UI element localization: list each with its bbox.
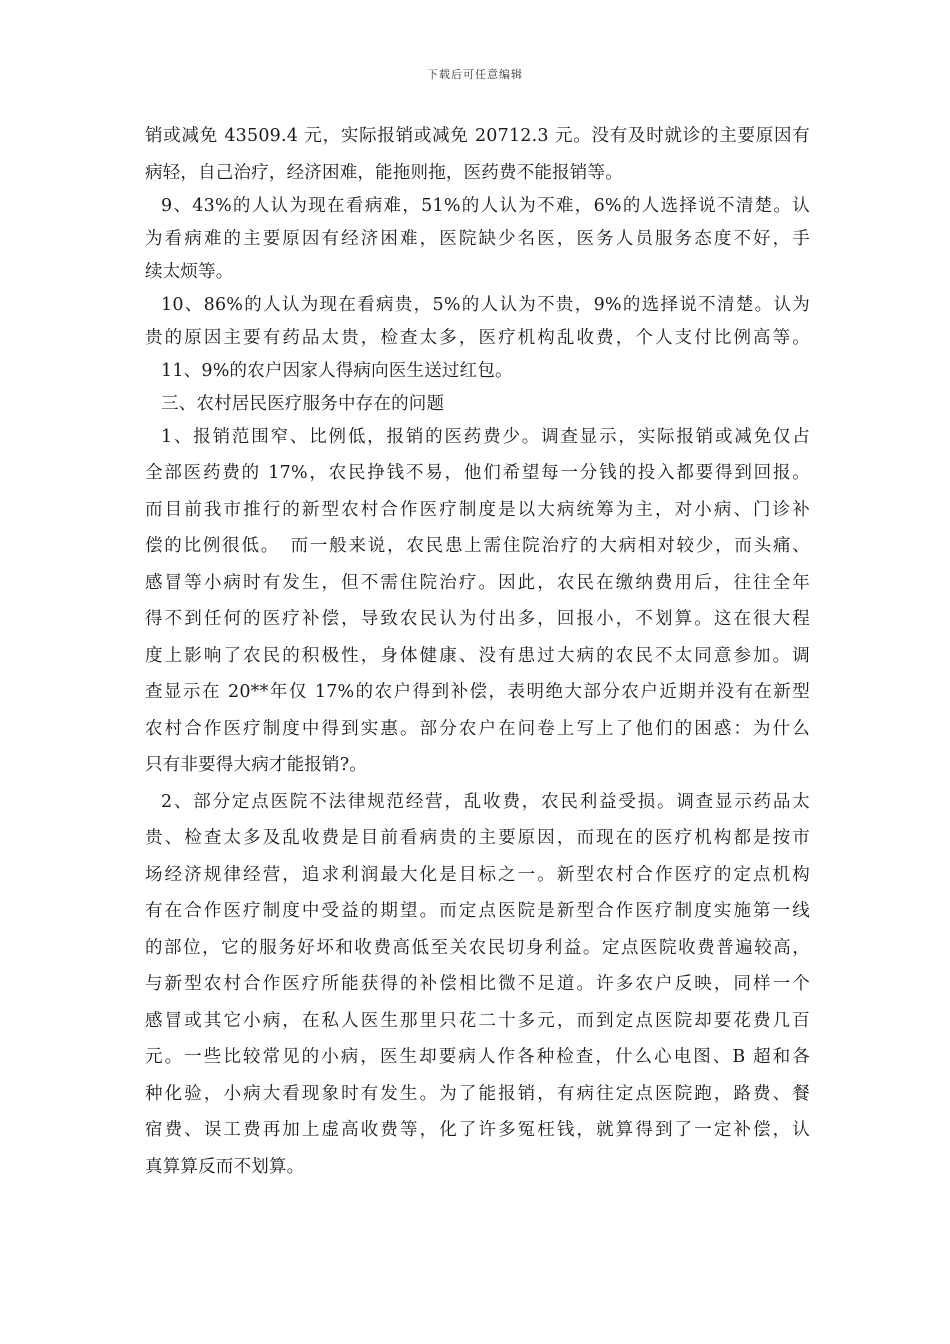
text-line: 病轻，自己治疗，经济困难，能拖则拖，医药费不能报销等。 [145, 162, 623, 183]
text-line: 感冒或其它小病，在私人医生那里只花二十多元，而到定点医院却要花费几百 [145, 1010, 810, 1031]
text-line: 与新型农村合作医疗所能获得的补偿相比微不足道。许多农户反映，同样一个 [145, 974, 810, 994]
text-line: 场经济规律经营，追求利润最大化是目标之一。新型农村合作医疗的定点机构 [145, 864, 810, 885]
text-line: 续太烦等。 [145, 261, 234, 282]
text-line: 农村合作医疗制度中得到实惠。部分农户在问卷上写上了他们的困惑：为什么 [145, 718, 810, 739]
text-line: 而目前我市推行的新型农村合作医疗制度是以大病统筹为主，对小病、门诊补 [145, 499, 810, 520]
paragraph-start-line: 9、43%的人认为现在看病难，51%的人认为不难，6%的人选择说不清楚。认 [161, 195, 810, 216]
text-line: 度上影响了农民的积极性，身体健康、没有患过大病的农民不太同意参加。调 [145, 645, 810, 666]
page-header: 下载后可任意编辑 [427, 68, 523, 81]
text-line: 的部位，它的服务好坏和收费高低至关农民切身利益。定点医院收费普遍较高， [145, 937, 810, 958]
text-line: 宿费、误工费再加上虚高收费等，化了许多冤枉钱，就算得到了一定补偿，认 [145, 1120, 810, 1140]
paragraph-start-line: 三、农村居民医疗服务中存在的问题 [161, 393, 445, 414]
text-line: 贵的原因主要有药品太贵，检查太多，医疗机构乱收费，个人支付比例高等。 [145, 327, 810, 348]
text-line: 只有非要得大病才能报销?。 [145, 755, 367, 775]
text-line: 销或减免 43509.4 元，实际报销或减免 20712.3 元。没有及时就诊的主要原因有 [145, 126, 810, 146]
text-line: 元。一些比较常见的小病，医生却要病人作各种检查，什么心电图、B 超和各 [145, 1047, 810, 1067]
text-line: 为看病难的主要原因有经济困难，医院缺少名医，医务人员服务态度不好，手 [145, 228, 810, 249]
paragraph-start-line: 2、部分定点医院不法律规范经营，乱收费，农民利益受损。调查显示药品太 [161, 791, 810, 812]
text-line: 贵、检查太多及乱收费是目前看病贵的主要原因，而现在的医疗机构都是按市 [145, 828, 810, 848]
text-line: 有在合作医疗制度中受益的期望。而定点医院是新型合作医疗制度实施第一线 [145, 901, 810, 921]
text-line: 偿的比例很低。 而一般来说，农民患上需住院治疗的大病相对较少，而头痛、 [145, 536, 810, 556]
text-line: 查显示在 20**年仅 17%的农户得到补偿，表明绝大部分农户近期并没有在新型 [145, 682, 810, 702]
text-line: 全部医药费的 17%，农民挣钱不易，他们希望每一分钱的投入都要得到回报。 [145, 463, 810, 483]
paragraph-start-line: 10、86%的人认为现在看病贵，5%的人认为不贵，9%的选择说不清楚。认为 [161, 294, 810, 315]
text-line: 得不到任何的医疗补偿，导致农民认为付出多，回报小，不划算。这在很大程 [145, 609, 810, 629]
text-line: 感冒等小病时有发生，但不需住院治疗。因此，农民在缴纳费用后，往往全年 [145, 572, 810, 593]
paragraph-start-line: 11、9%的农户因家人得病向医生送过红包。 [161, 360, 513, 381]
document-body [145, 122, 810, 1189]
text-line: 真算算反而不划算。 [145, 1156, 305, 1177]
text-line: 种化验，小病大看现象时有发生。为了能报销，有病往定点医院跑，路费、餐 [145, 1083, 810, 1104]
paragraph-start-line: 1、报销范围窄、比例低，报销的医药费少。调查显示，实际报销或减免仅占 [161, 426, 810, 447]
